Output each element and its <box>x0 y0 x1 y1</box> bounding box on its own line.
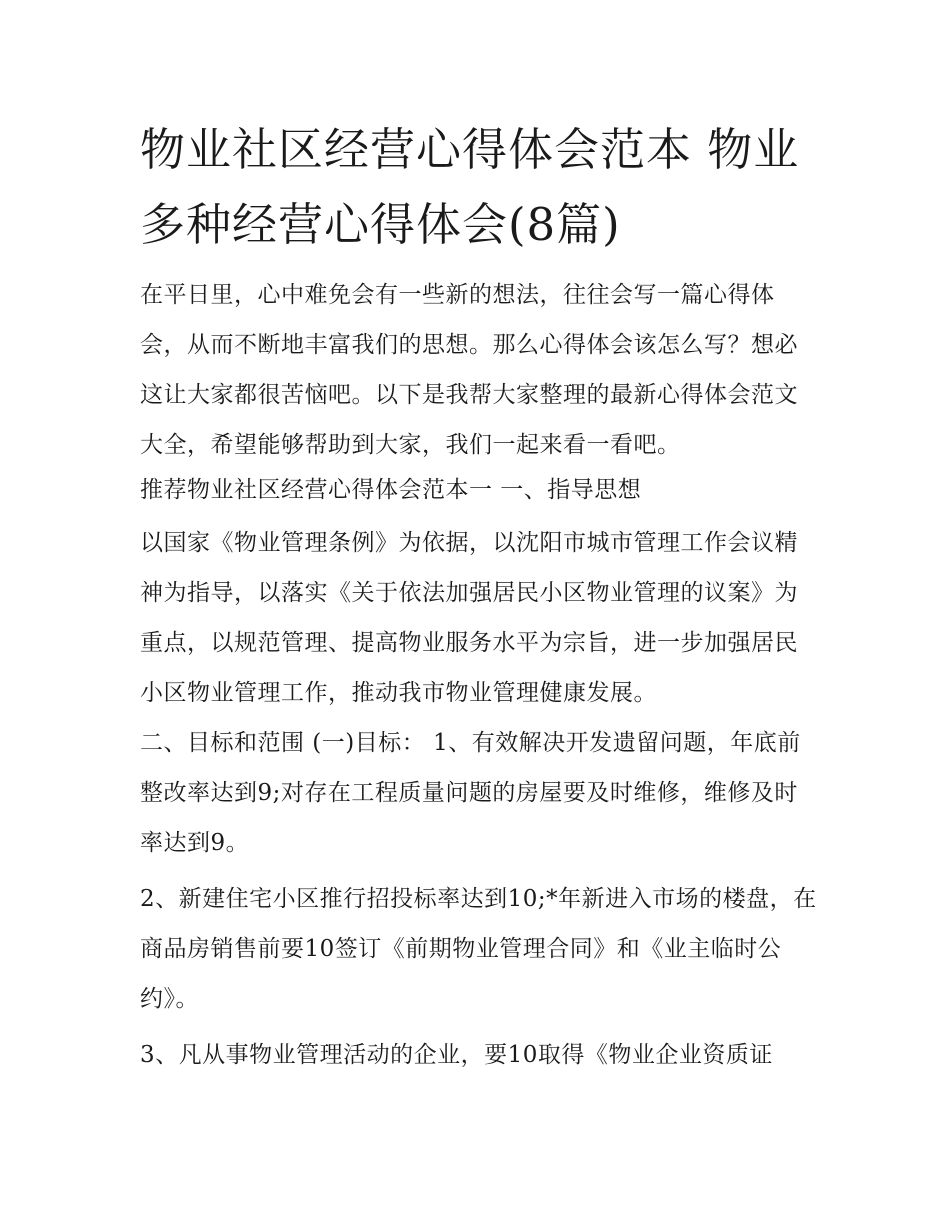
document-title: 物业社区经营心得体会范本 物业多种经营心得体会(8篇) <box>140 123 800 251</box>
goal-item-2: 2、新建住宅小区推行招投标率达到10;*年新进入市场的楼盘，在商品房销售前要10签订《前期物业管理合同》和《业主临时公约》。 <box>140 886 817 1012</box>
guiding-principle-paragraph: 以国家《物业管理条例》为依据，以沈阳市城市管理工作会议精神为指导，以落实《关于依法加强居民小区物业管理的议案》为重点，以规范管理、提高物业服务水平为宗旨，进一步加强居民小区物业管理工作，推动我市物业管理健康发展。 <box>140 530 798 706</box>
goals-paragraph: 二、目标和范围 (一)目标： 1、有效解决开发遗留问题，年底前整改率达到9;对存在工程质量问题的房屋要及时维修，维修及时率达到9。 <box>140 730 801 856</box>
goal-item-3: 3、凡从事物业管理活动的企业，要10取得《物业企业资质证 <box>140 1042 773 1068</box>
section-heading: 推荐物业社区经营心得体会范本一 一、指导思想 <box>140 477 642 503</box>
document-page <box>140 112 820 1080</box>
intro-paragraph: 在平日里，心中难免会有一些新的想法，往往会写一篇心得体会，从而不断地丰富我们的思想。那么心得体会该怎么写？想必这让大家都很苦恼吧。以下是我帮大家整理的最新心得体会范文大全，希望能够帮助到大家，我们一起来看一看吧。 <box>140 282 798 458</box>
